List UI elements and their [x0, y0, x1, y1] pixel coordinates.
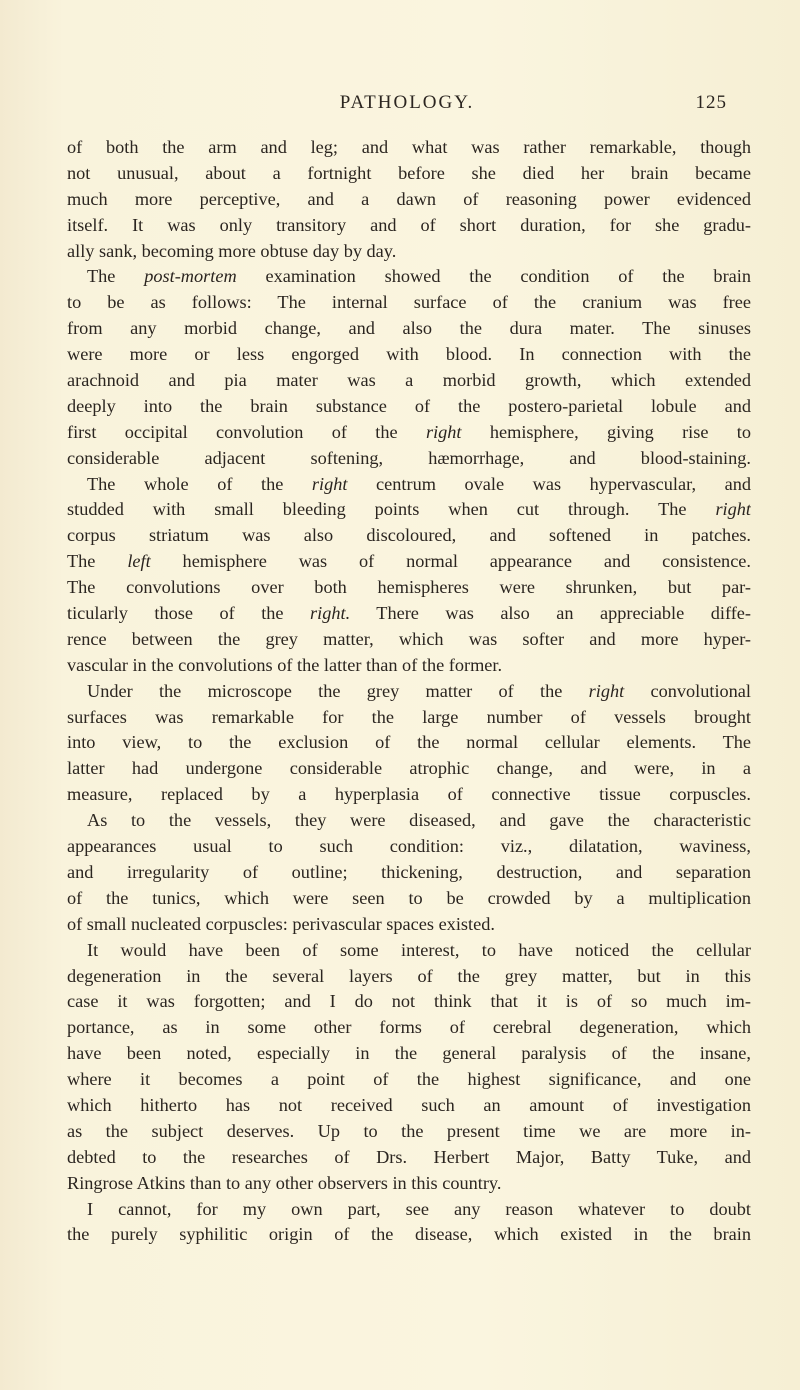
text-line	[67, 601, 751, 627]
italic-word: right	[588, 680, 625, 701]
running-head	[67, 92, 747, 118]
text-line: I cannot, for my own part, see any reason whatever to doubt	[87, 1198, 751, 1219]
italic-word: right.	[310, 603, 351, 624]
text-segment: hemisphere was of normal appearance and consistence.	[150, 551, 751, 572]
text-line: which hitherto has not received such an amount of investigation	[67, 1094, 751, 1115]
text-line	[67, 497, 751, 523]
text-segment: The whole of the	[87, 473, 312, 494]
text-line: portance, as in some other forms of cerebral degeneration, which	[67, 1017, 751, 1038]
text-line	[67, 472, 751, 498]
text-line	[67, 679, 751, 705]
italic-word: left	[127, 551, 151, 572]
text-line: of the tunics, which were seen to be crowded by a multiplication	[67, 887, 751, 908]
text-line	[67, 549, 751, 575]
italic-word: right	[311, 473, 348, 494]
text-segment: The	[87, 266, 145, 287]
text-line: deeply into the brain substance of the postero-parietal lobule and	[67, 395, 751, 416]
text-segment: convolutional	[624, 680, 751, 701]
text-line: corpus striatum was also discoloured, and softened in patches.	[67, 525, 751, 546]
text-segment: ticularly those of the	[67, 603, 311, 624]
text-line: to be as follows: The internal surface of the cranium was free	[67, 292, 751, 313]
text-line: the purely syphilitic origin of the disease, which existed in the brain	[67, 1224, 751, 1245]
text-line	[67, 264, 751, 290]
text-line: considerable adjacent softening, hæmorrhage, and blood-staining.	[67, 447, 751, 468]
text-line: itself. It was only transitory and of short duration, for she gradu-	[67, 214, 751, 235]
text-line: latter had undergone considerable atrophic change, and were, in a	[67, 758, 751, 779]
text-segment: studded with small bleeding points when cut through. The	[67, 499, 716, 520]
text-line: vascular in the convolutions of the latter than of the former.	[67, 654, 503, 675]
text-line: surfaces was remarkable for the large number of vessels brought	[67, 706, 751, 727]
text-line: It would have been of some interest, to have noticed the cellular	[87, 939, 751, 960]
text-line: and irregularity of outline; thickening, destruction, and separation	[67, 861, 751, 882]
text-line: The convolutions over both hemispheres were shrunken, but par-	[67, 577, 751, 598]
text-line: measure, replaced by a hyperplasia of connective tissue corpuscles.	[67, 784, 751, 805]
text-line: degeneration in the several layers of the grey matter, but in this	[67, 965, 751, 986]
text-line: into view, to the exclusion of the normal cellular elements. The	[67, 732, 751, 753]
text-segment: hemisphere, giving rise to	[461, 421, 751, 442]
text-line: much more perceptive, and a dawn of reasoning power evidenced	[67, 188, 751, 209]
text-line: have been noted, especially in the general paralysis of the insane,	[67, 1043, 751, 1064]
italic-word: right	[425, 421, 462, 442]
text-segment: The	[67, 551, 128, 572]
running-title: PATHOLOGY.	[339, 92, 475, 113]
text-line: case it was forgotten; and I do not think that it is of so much im-	[67, 991, 751, 1012]
text-line: were more or less engorged with blood. In connection with the	[67, 344, 751, 365]
text-line: Ringrose Atkins than to any other observers in this country.	[67, 1172, 502, 1193]
text-line	[67, 420, 751, 446]
text-segment: centrum ovale was hypervascular, and	[347, 473, 751, 494]
text-segment: There was also an appreciable diffe-	[350, 603, 751, 624]
text-segment: examination showed the condition of the brain	[236, 266, 751, 287]
text-line: from any morbid change, and also the dura mater. The sinuses	[67, 318, 751, 339]
text-line: ally sank, becoming more obtuse day by day.	[67, 240, 397, 261]
page-number: 125	[695, 92, 727, 113]
text-line: of small nucleated corpuscles: perivascular spaces existed.	[67, 913, 495, 934]
text-line: where it becomes a point of the highest significance, and one	[67, 1069, 751, 1090]
text-line: as the subject deserves. Up to the present time we are more in-	[67, 1120, 751, 1141]
italic-word: post-mortem	[144, 266, 237, 287]
text-segment: first occipital convolution of the	[67, 421, 426, 442]
text-line: rence between the grey matter, which was softer and more hyper-	[67, 628, 751, 649]
text-line: not unusual, about a fortnight before she died her brain became	[67, 162, 751, 183]
text-line: debted to the researches of Drs. Herbert Major, Batty Tuke, and	[67, 1146, 751, 1167]
text-line: As to the vessels, they were diseased, and gave the characteristic	[87, 810, 751, 831]
italic-word: right	[715, 499, 751, 520]
text-segment: Under the microscope the grey matter of the	[87, 680, 589, 701]
text-line: arachnoid and pia mater was a morbid growth, which extended	[67, 370, 751, 391]
text-line: of both the arm and leg; and what was rather remarkable, though	[67, 137, 751, 157]
body-text	[67, 135, 751, 1248]
text-line: appearances usual to such condition: viz., dilatation, waviness,	[67, 836, 751, 857]
